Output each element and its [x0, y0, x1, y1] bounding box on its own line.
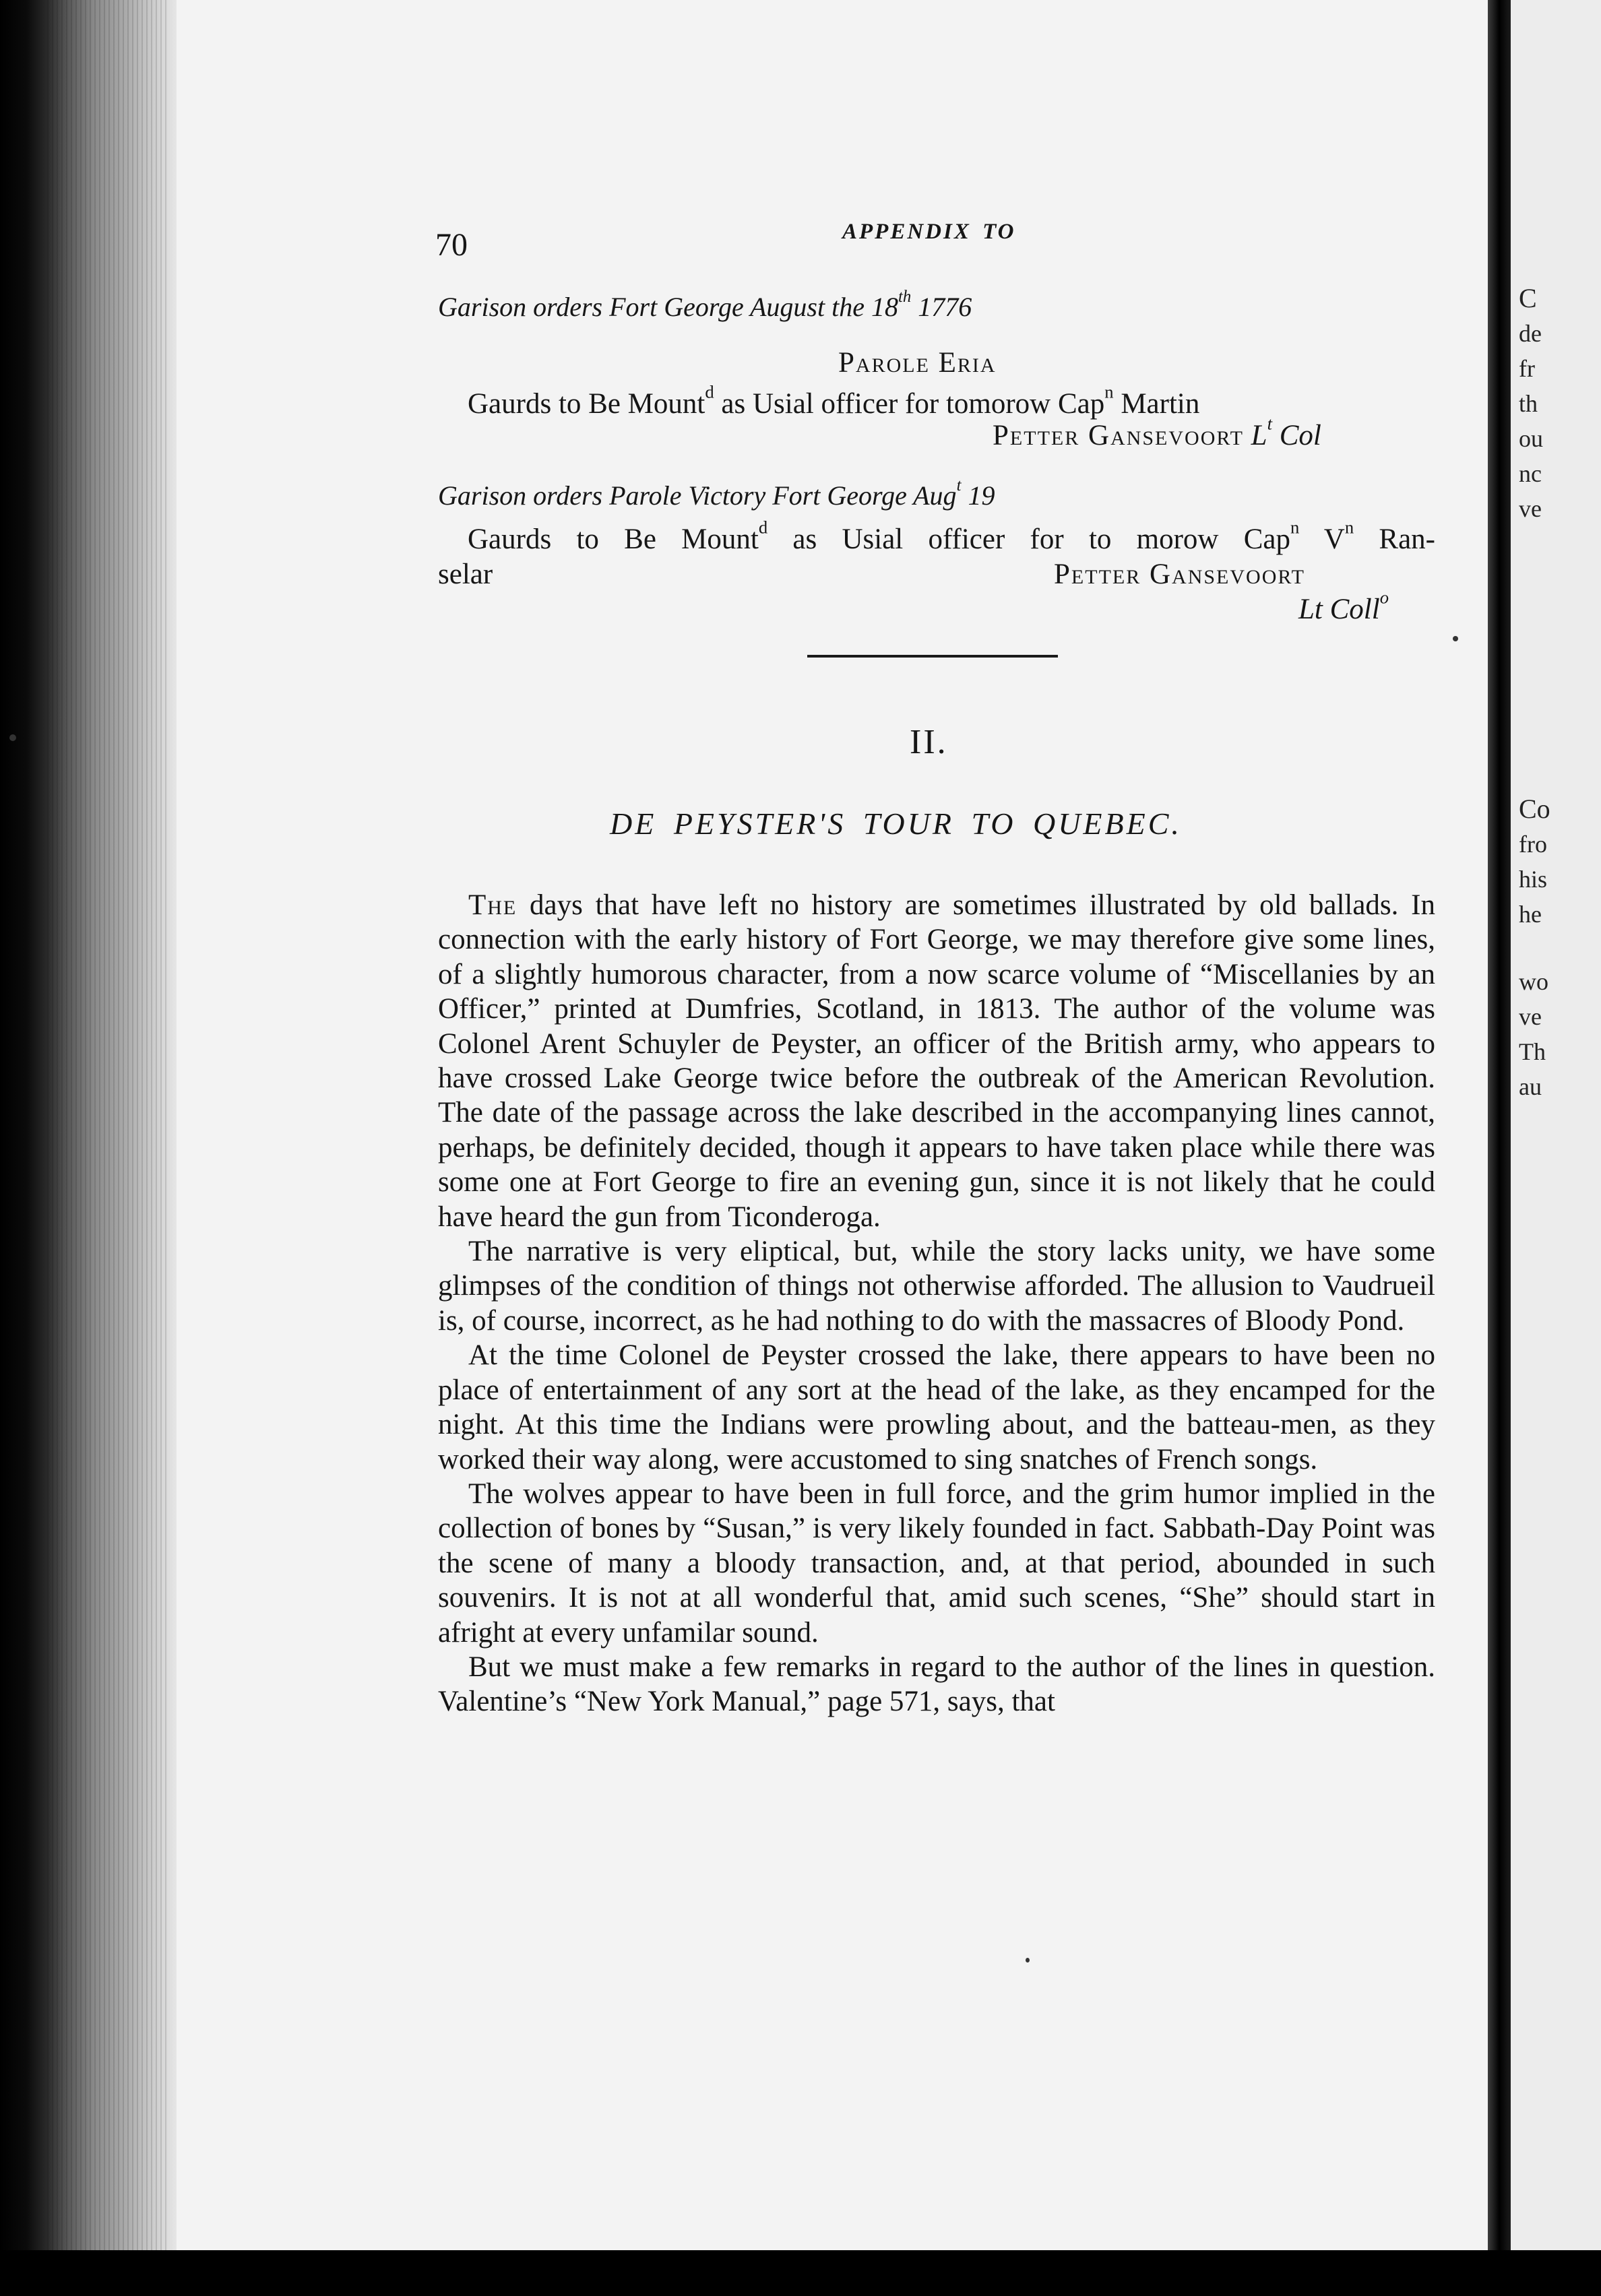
book-gutter: [1488, 0, 1511, 2296]
facing-page-line: Co: [1519, 794, 1550, 824]
section-number: II.: [910, 723, 948, 761]
order-heading: Garison orders Fort George August the 18th 1776: [438, 287, 972, 322]
paragraph: The days that have left no history are sometimes illustrated by old ballads. In connection with the early history of Fort George, we may therefore give some lines, of a slightly humorous character, from a now scarce volume of “Miscellanies by an Officer,” printed at Dumfries, Scotland, in 1813. The author of the volume was Colonel Arent Schuyler de Peyster, an officer of the British army, who appears to have crossed Lake George twice before the outbreak of the American Revolution. The date of the passage across the lake described in the accompanying lines cannot, perhaps, be definitely decided, though it appears to have taken place while there was some one at Fort George to fire an evening gun, since it is not likely that he could have heard the gun from Ticonderoga.: [438, 889, 1435, 1233]
facing-page-line: he: [1519, 901, 1542, 928]
page-edges: [47, 0, 168, 2296]
facing-page-fragment: [1511, 0, 1601, 2296]
facing-page-line: de: [1519, 320, 1542, 347]
order-text: Gaurds to Be Mount$^d$ as Usial officer for tomorow Cap$^n$ Martin: [468, 381, 1200, 420]
section-title: DE PEYSTER'S TOUR TO QUEBEC.: [610, 806, 1182, 841]
facing-page-line: th: [1519, 390, 1538, 417]
facing-page-line: fr: [1519, 355, 1535, 382]
section-divider: [807, 655, 1058, 658]
paragraph: But we must make a few remarks in regard to the author of the lines in question. Valentine’s “New York Manual,” page 571, says, that: [438, 1651, 1435, 1718]
facing-page-line: ou: [1519, 425, 1543, 452]
facing-page-line: his: [1519, 866, 1548, 893]
facing-page-line: fro: [1519, 831, 1547, 858]
running-head: APPENDIX TO: [842, 220, 1016, 244]
facing-page-line: ve: [1519, 495, 1542, 522]
paragraph: The wolves appear to have been in full force, and the grim humor implied in the collection of bones by “Susan,” is very likely founded in fact. Sabbath-Day Point was the scene of many a bloody transaction, and, at that period, abounded in such souvenirs. It is not at all wonderful that, amid such scenes, “She” should start in afright at every unfamilar sound.: [438, 1477, 1435, 1649]
scan-border: [0, 2250, 1601, 2296]
order-heading: Garison orders Parole Victory Fort George Aug$^t$ 19: [438, 476, 995, 511]
order-text: Gaurds to Be Mount$^d$ as Usial officer for to morow Cap$^n$ $V^n$ Ran-: [468, 517, 1435, 555]
order-signature-rank: Lt Coll$^o$: [1298, 587, 1389, 625]
scan-speck: [1453, 636, 1458, 641]
facing-page-line: ve: [1519, 1003, 1542, 1030]
order-signature: Petter Gansevoort $L^t$ Col: [993, 413, 1321, 451]
parole: Parole Eria: [838, 347, 997, 379]
order-signature: Petter Gansevoort: [1054, 559, 1305, 590]
facing-page-line: Th: [1519, 1038, 1546, 1065]
paragraph: The narrative is very eliptical, but, while the story lacks unity, we have some glimpses of the condition of things not otherwise afforded. The allusion to Vaudrueil is, of course, incorrect, as he had nothing to do with the massacres of Bloody Pond.: [438, 1236, 1435, 1337]
scan-speck: [9, 734, 16, 741]
body-text: [438, 888, 1435, 1719]
order-text: selar: [438, 559, 493, 590]
facing-page-line: C: [1519, 283, 1537, 313]
scan-speck: [1026, 1958, 1030, 1963]
paragraph: At the time Colonel de Peyster crossed the lake, there appears to have been no place of entertainment of any sort at the head of the lake, as they encamped for the night. At this time the Indians were prowling about, and the batteau-men, as they worked their way along, were accustomed to sing snatches of French songs.: [438, 1339, 1435, 1475]
facing-page-line: wo: [1519, 968, 1548, 995]
facing-page-line: nc: [1519, 460, 1542, 487]
page-number: 70: [435, 227, 468, 263]
facing-page-line: au: [1519, 1073, 1542, 1100]
